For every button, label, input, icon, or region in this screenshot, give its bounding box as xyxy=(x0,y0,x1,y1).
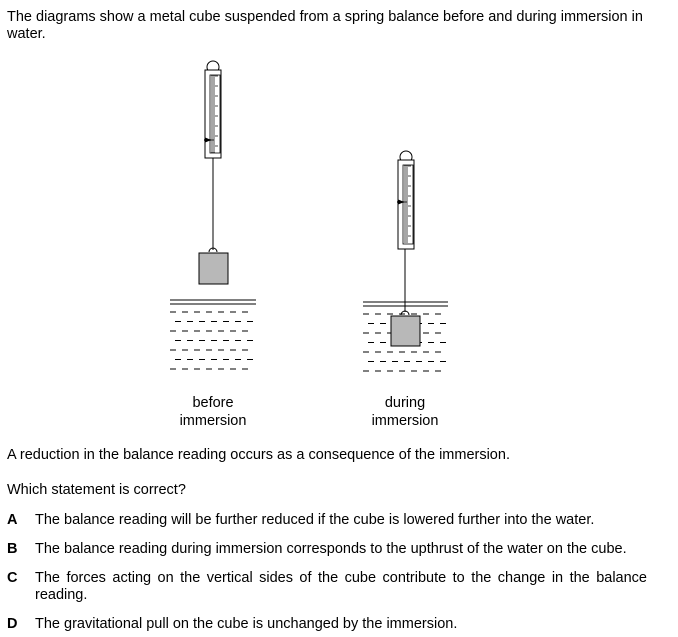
caption-during xyxy=(350,394,460,430)
caption-during-line1: during xyxy=(384,395,426,411)
water-container-before xyxy=(170,300,256,369)
option-d-letter: D xyxy=(7,616,18,632)
caption-before-line1: before xyxy=(192,395,234,411)
question-text: Which statement is correct? xyxy=(7,482,186,498)
option-b-letter: B xyxy=(7,541,18,557)
spring-balance-before xyxy=(204,61,221,158)
caption-before-line2: immersion xyxy=(179,413,247,429)
option-d-text: The gravitational pull on the cube is unchanged by the immersion. xyxy=(35,616,458,632)
spring-balance-during xyxy=(397,151,414,249)
option-c-text: The forces acting on the vertical sides of the cube contribute to the change in the balance reading. xyxy=(35,570,647,603)
metal-cube-before xyxy=(199,253,228,284)
caption-before xyxy=(158,394,268,430)
metal-cube-during xyxy=(391,316,420,346)
intro-text: The diagrams show a metal cube suspended from a spring balance before and during immersion in water. xyxy=(7,9,643,42)
during-immersion-diagram xyxy=(363,151,448,371)
before-immersion-diagram xyxy=(170,61,256,369)
option-b-text: The balance reading during immersion corresponds to the upthrust of the water on the cube. xyxy=(35,541,627,557)
option-a-letter: A xyxy=(7,512,18,528)
statement-text: A reduction in the balance reading occurs as a consequence of the immersion. xyxy=(7,447,510,463)
caption-during-line2: immersion xyxy=(371,413,439,429)
option-a-text: The balance reading will be further reduced if the cube is lowered further into the water. xyxy=(35,512,595,528)
option-c-letter: C xyxy=(7,570,18,586)
